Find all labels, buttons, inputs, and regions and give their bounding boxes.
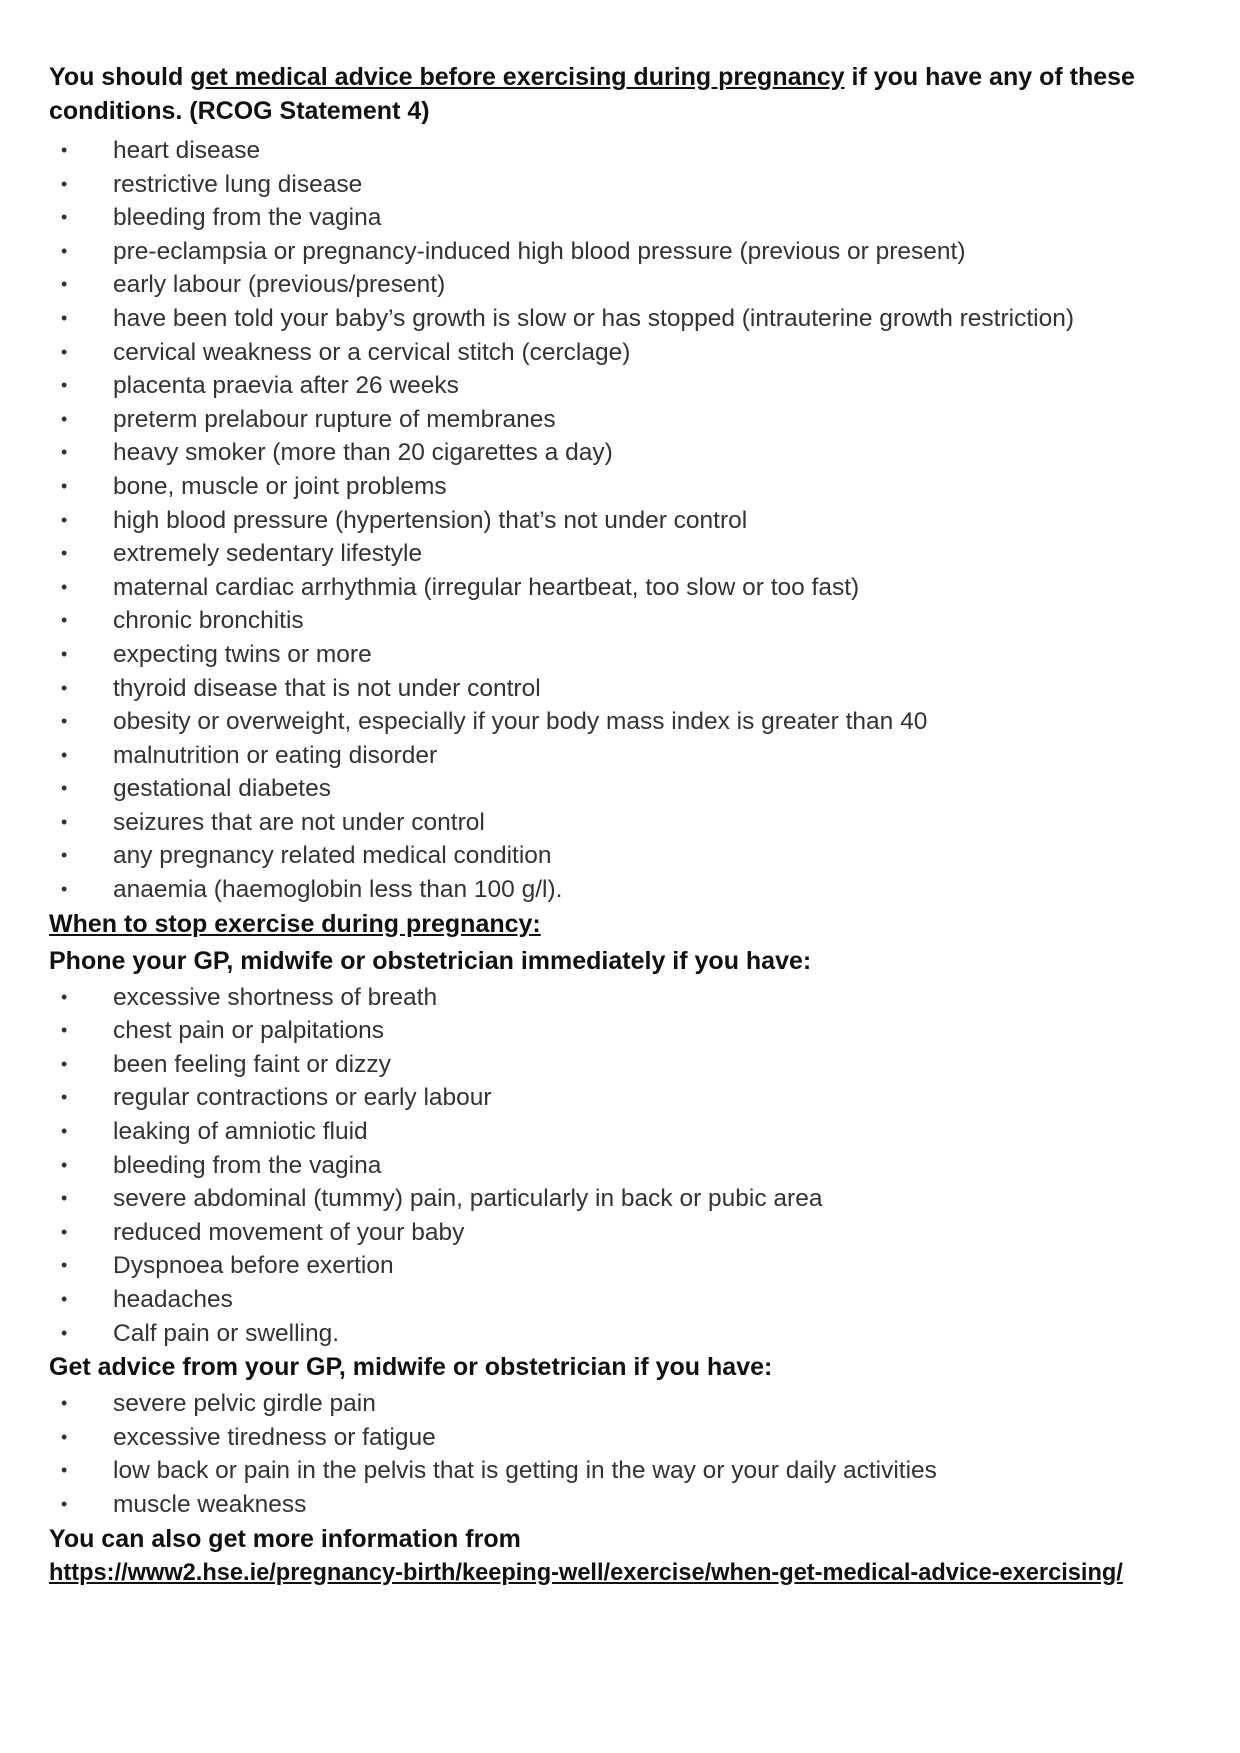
immediate-symptom-item xyxy=(49,1182,1200,1216)
bullet-icon: • xyxy=(61,1221,68,1242)
condition-item xyxy=(49,571,1200,605)
immediate-symptom-item xyxy=(49,1149,1200,1183)
bullet-icon: • xyxy=(61,173,68,194)
advice-symptom-item xyxy=(49,1387,1200,1421)
bullet-icon: • xyxy=(61,711,68,732)
condition-item-text: obesity or overweight, especially if your body mass index is greater than 40 xyxy=(113,708,928,736)
condition-item-text: high blood pressure (hypertension) that’s not under control xyxy=(113,506,748,534)
bullet-icon: • xyxy=(61,1053,68,1074)
condition-item xyxy=(49,537,1200,571)
bullet-icon: • xyxy=(61,1020,68,1041)
advice-symptoms-list xyxy=(49,1387,1200,1521)
bullet-icon: • xyxy=(61,375,68,396)
condition-item xyxy=(49,302,1200,336)
condition-item-text: bleeding from the vagina xyxy=(113,204,382,232)
intro-paragraph xyxy=(49,60,1200,128)
condition-item-text: have been told your baby’s growth is slow or has stopped (intrauterine growth restriction) xyxy=(113,304,1074,332)
condition-item-text: heart disease xyxy=(113,137,261,164)
immediate-symptom-item-text: severe abdominal (tummy) pain, particularly in back or pubic area xyxy=(113,1185,823,1213)
advice-symptom-item-text: muscle weakness xyxy=(113,1490,307,1518)
advice-symptom-item-text: low back or pain in the pelvis that is getting in the way or your daily activities xyxy=(113,1457,937,1485)
bullet-icon: • xyxy=(61,307,68,328)
immediate-symptom-item-text: Dyspnoea before exertion xyxy=(113,1252,394,1280)
bullet-icon: • xyxy=(61,140,68,160)
condition-item xyxy=(49,873,1200,907)
immediate-symptom-item-text: regular contractions or early labour xyxy=(113,1084,492,1112)
bullet-icon: • xyxy=(61,744,68,765)
bullet-icon: • xyxy=(61,1154,68,1175)
immediate-symptom-item-text: chest pain or palpitations xyxy=(113,1017,385,1045)
bullet-icon: • xyxy=(61,643,68,664)
bullet-icon: • xyxy=(61,509,68,530)
immediate-symptom-item-text: bleeding from the vagina xyxy=(113,1151,382,1179)
bullet-icon: • xyxy=(61,240,68,261)
immediate-symptoms-list xyxy=(49,981,1200,1351)
bullet-icon: • xyxy=(61,576,68,597)
condition-item-text: seizures that are not under control xyxy=(113,808,485,836)
immediate-symptom-item xyxy=(49,1249,1200,1283)
get-advice-heading: Get advice from your GP, midwife or obstetrician if you have: xyxy=(49,1353,773,1382)
condition-item-text: bone, muscle or joint problems xyxy=(113,472,447,500)
condition-item-text: chronic bronchitis xyxy=(113,607,304,635)
immediate-symptom-item xyxy=(49,1115,1200,1149)
bullet-icon: • xyxy=(61,1255,68,1276)
bullet-icon: • xyxy=(61,442,68,463)
condition-item-text: anaemia (haemoglobin less than 100 g/l). xyxy=(113,876,563,904)
immediate-symptom-item-text: leaking of amniotic fluid xyxy=(113,1118,368,1146)
immediate-symptom-item-text: been feeling faint or dizzy xyxy=(113,1050,391,1078)
immediate-symptom-item xyxy=(49,1081,1200,1115)
bullet-icon: • xyxy=(61,408,68,429)
immediate-symptom-item xyxy=(49,1216,1200,1250)
bullet-icon: • xyxy=(61,1460,68,1481)
bullet-icon: • xyxy=(61,778,68,799)
condition-item-text: malnutrition or eating disorder xyxy=(113,741,438,769)
bullet-icon: • xyxy=(61,677,68,698)
condition-item xyxy=(49,235,1200,269)
immediate-symptom-item-text: headaches xyxy=(113,1286,233,1313)
condition-item xyxy=(49,470,1200,504)
condition-item-text: gestational diabetes xyxy=(113,775,331,803)
bullet-icon: • xyxy=(61,986,68,1007)
condition-item xyxy=(49,201,1200,235)
condition-item xyxy=(49,369,1200,403)
immediate-symptom-item-text: Calf pain or swelling. xyxy=(113,1319,340,1347)
condition-item-text: early labour (previous/present) xyxy=(113,271,446,299)
bullet-icon: • xyxy=(61,845,68,866)
conditions-list xyxy=(49,134,1200,907)
advice-symptom-item xyxy=(49,1488,1200,1522)
immediate-symptom-item xyxy=(49,1014,1200,1048)
immediate-symptom-item xyxy=(49,1283,1200,1317)
more-info-text: You can also get more information from xyxy=(49,1524,521,1553)
condition-item xyxy=(49,772,1200,806)
immediate-symptom-item-text: excessive shortness of breath xyxy=(113,983,438,1011)
bullet-icon: • xyxy=(61,543,68,564)
condition-item-text: expecting twins or more xyxy=(113,640,372,668)
condition-item-text: restrictive lung disease xyxy=(113,170,363,198)
condition-item xyxy=(49,806,1200,840)
bullet-icon: • xyxy=(61,1426,68,1447)
bullet-icon: • xyxy=(61,274,68,295)
condition-item xyxy=(49,504,1200,538)
immediate-symptom-item xyxy=(49,1048,1200,1082)
condition-item xyxy=(49,604,1200,638)
condition-item xyxy=(49,705,1200,739)
intro-prefix: You should xyxy=(49,63,191,91)
immediate-symptom-item-text: reduced movement of your baby xyxy=(113,1218,465,1246)
condition-item xyxy=(49,739,1200,773)
bullet-icon: • xyxy=(61,1393,68,1414)
advice-symptom-item-text: severe pelvic girdle pain xyxy=(113,1390,376,1418)
immediate-symptom-item xyxy=(49,981,1200,1015)
bullet-icon: • xyxy=(61,341,68,362)
condition-item-text: cervical weakness or a cervical stitch (cerclage) xyxy=(113,338,631,366)
bullet-icon: • xyxy=(61,1121,68,1142)
advice-symptom-item xyxy=(49,1421,1200,1455)
condition-item-text: pre-eclampsia or pregnancy-induced high blood pressure (previous or present) xyxy=(113,237,966,265)
bullet-icon: • xyxy=(61,475,68,496)
more-info-link[interactable]: https://www2.hse.ie/pregnancy-birth/keeping-well/exercise/when-get-medical-advice-exercising/ xyxy=(49,1559,1123,1586)
bullet-icon: • xyxy=(61,1493,68,1514)
intro-suffix: if you have any of these conditions. (RCOG Statement 4) xyxy=(49,63,1135,125)
condition-item-text: maternal cardiac arrhythmia (irregular heartbeat, too slow or too fast) xyxy=(113,573,860,601)
condition-item xyxy=(49,336,1200,370)
condition-item xyxy=(49,168,1200,202)
bullet-icon: • xyxy=(61,610,68,631)
condition-item-text: preterm prelabour rupture of membranes xyxy=(113,405,556,433)
condition-item xyxy=(49,839,1200,873)
bullet-icon: • xyxy=(61,1322,68,1343)
bullet-icon: • xyxy=(61,1188,68,1209)
condition-item xyxy=(49,638,1200,672)
bullet-icon: • xyxy=(61,1289,68,1309)
condition-item-text: heavy smoker (more than 20 cigarettes a day) xyxy=(113,439,613,467)
condition-item xyxy=(49,436,1200,470)
condition-item xyxy=(49,403,1200,437)
condition-item xyxy=(49,134,1200,168)
condition-item-text: any pregnancy related medical condition xyxy=(113,842,552,870)
bullet-icon: • xyxy=(61,879,68,900)
advice-symptom-item xyxy=(49,1454,1200,1488)
condition-item xyxy=(49,268,1200,302)
immediate-symptom-item xyxy=(49,1317,1200,1351)
condition-item xyxy=(49,672,1200,706)
intro-underlined-text: get medical advice before exercising during pregnancy xyxy=(190,63,845,91)
condition-item-text: thyroid disease that is not under control xyxy=(113,674,541,702)
stop-exercise-heading: When to stop exercise during pregnancy: xyxy=(49,909,541,938)
condition-item-text: placenta praevia after 26 weeks xyxy=(113,372,459,400)
bullet-icon: • xyxy=(61,1087,68,1108)
bullet-icon: • xyxy=(61,207,68,228)
phone-immediately-heading: Phone your GP, midwife or obstetrician immediately if you have: xyxy=(49,946,812,975)
bullet-icon: • xyxy=(61,811,68,832)
advice-symptom-item-text: excessive tiredness or fatigue xyxy=(113,1423,436,1451)
condition-item-text: extremely sedentary lifestyle xyxy=(113,540,423,568)
